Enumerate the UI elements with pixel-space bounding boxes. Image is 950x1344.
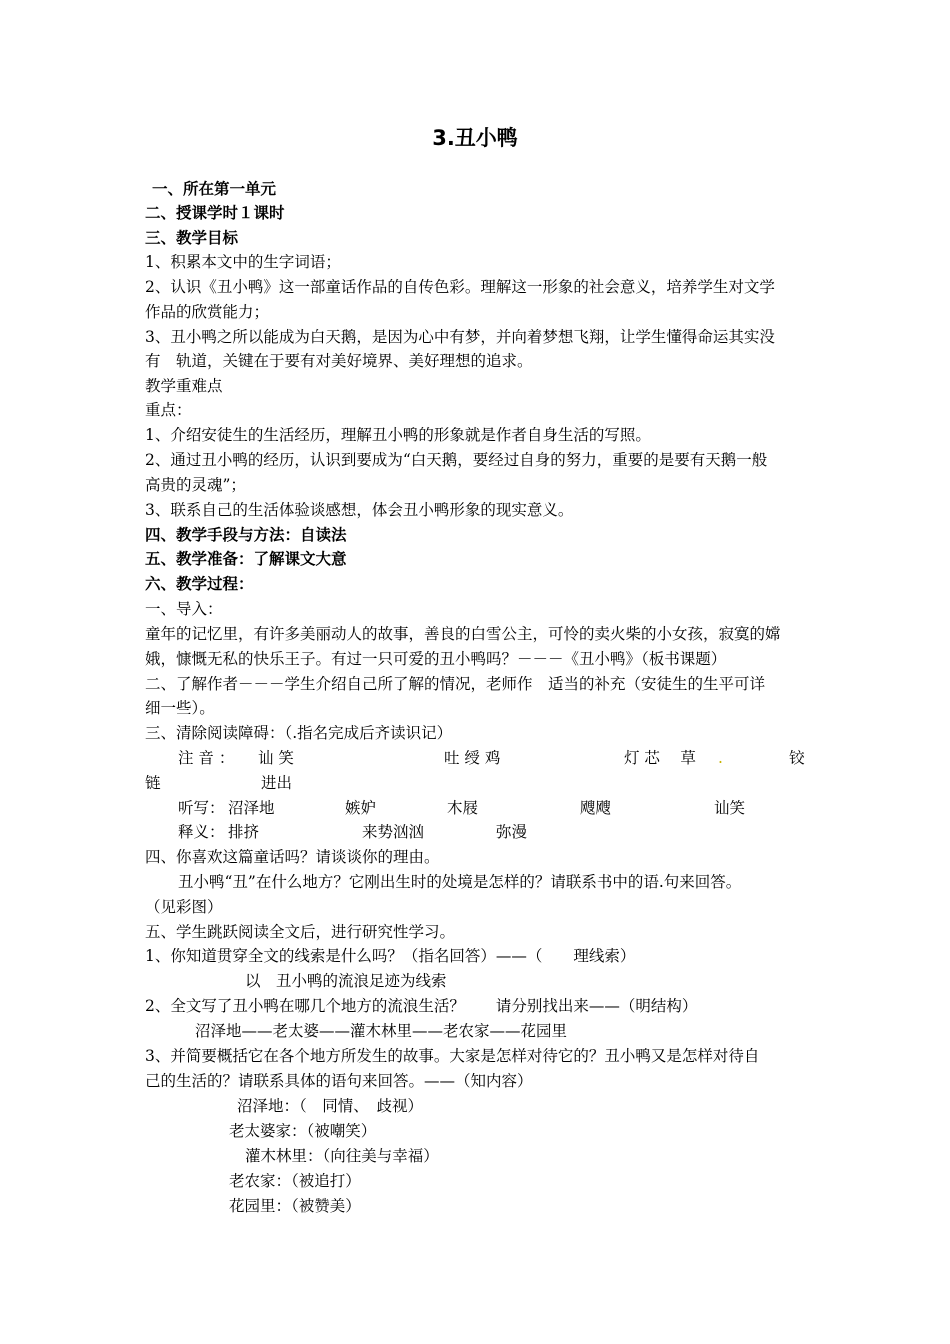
step-author-cont: 细一些）。 <box>145 699 215 717</box>
goal-3-cont: 有 轨道，关键在于要有对美好境界、美好理想的追求。 <box>145 352 533 370</box>
step-intro: 一、导入： <box>145 600 223 618</box>
goal-2: 2、认识《丑小鸭》这一部童话作品的自传色彩。理解这一形象的社会意义，培养学生对文学 <box>145 278 775 296</box>
section-preparation: 五、教学准备：了解课文大意 <box>145 550 347 568</box>
tingxie-word-1: 沼泽地 <box>228 799 275 817</box>
shiyi-word-2: 来势汹汹 <box>362 823 425 841</box>
zhuyin-label: 注 音 ： <box>178 749 235 767</box>
zhuyin-word-3: 灯 芯 草 <box>624 749 696 767</box>
research-a2: 沼泽地——老太婆——灌木林里——老农家——花园里 <box>195 1022 568 1040</box>
zhuyin-word-4: 铰 <box>789 749 805 767</box>
heading-key-points: 教学重难点 <box>145 377 223 395</box>
intro-text-2: 娥，慷慨无私的快乐王子。有过一只可爱的丑小鸭吗？－－－《丑小鸭》（板书课题） <box>145 650 727 668</box>
step-author: 二、了解作者－－－学生介绍自己所了解的情况，老师作 适当的补充（安徒生的生平可详 <box>145 675 766 693</box>
highlight-dot: . <box>718 749 723 767</box>
shiyi-word-3: 弥漫 <box>496 823 528 841</box>
goal-1: 1、积累本文中的生字词语； <box>145 253 341 271</box>
place-farmer: 老农家：（被追打） <box>229 1172 361 1190</box>
zhuyin-word-1: 讪 笑 <box>258 749 294 767</box>
tingxie-label: 听写： <box>178 799 225 817</box>
goal-3: 3、丑小鸭之所以能成为白天鹅，是因为心中有梦，并向着梦想飞翔，让学生懂得命运其实没 <box>145 328 775 346</box>
place-marsh: 沼泽地：（ 同情、 歧视） <box>237 1097 424 1115</box>
discussion-question-cont: （见彩图） <box>145 898 223 916</box>
section-method: 四、教学手段与方法：自读法 <box>145 526 347 544</box>
zhuyin-word-5: 进出 <box>261 774 293 792</box>
tingxie-word-5: 讪笑 <box>714 799 746 817</box>
shiyi-label: 释义： <box>178 823 225 841</box>
zhuyin-word-4-cont: 链 <box>145 774 161 792</box>
discussion-question: 丑小鸭“丑”在什么地方？它刚出生时的处境是怎样的？请联系书中的语.句来回答。 <box>178 873 742 891</box>
step-reading-barriers: 三、清除阅读障碍：（.指名完成后齐读识记） <box>145 724 453 742</box>
focus-2: 2、通过丑小鸭的经历，认识到要成为“白天鹅，要经过自身的努力，重要的是要有天鹅一般 <box>145 451 768 469</box>
focus-2-cont: 高贵的灵魂”； <box>145 476 246 494</box>
tingxie-word-3: 木屐 <box>447 799 479 817</box>
place-garden: 花园里：（被赞美） <box>229 1197 361 1215</box>
focus-1: 1、介绍安徒生的生活经历，理解丑小鸭的形象就是作者自身生活的写照。 <box>145 426 651 444</box>
goal-2-cont: 作品的欣赏能力； <box>145 303 270 321</box>
section-goals: 三、教学目标 <box>145 229 239 247</box>
section-unit: 一、所在第一单元 <box>152 180 277 198</box>
research-a1: 以 丑小鸭的流浪足迹为线索 <box>245 972 447 990</box>
research-q3-cont: 己的生活的？请联系具体的语句来回答。——（知内容） <box>145 1072 533 1090</box>
research-q3: 3、并简要概括它在各个地方所发生的故事。大家是怎样对待它的？丑小鸭又是怎样对待自 <box>145 1047 760 1065</box>
focus-3: 3、联系自己的生活体验谈感想，体会丑小鸭形象的现实意义。 <box>145 501 574 519</box>
lesson-title: 3.丑小鸭 <box>432 126 518 150</box>
place-bushes: 灌木林里：（向往美与幸福） <box>245 1147 439 1165</box>
tingxie-word-4: 飕飕 <box>580 799 612 817</box>
intro-text-1: 童年的记忆里，有许多美丽动人的故事，善良的白雪公主，可怜的卖火柴的小女孩，寂寞的嫦 <box>145 625 781 643</box>
zhuyin-word-2: 吐 绶 鸡 <box>444 749 501 767</box>
place-old-woman: 老太婆家：（被嘲笑） <box>229 1122 377 1140</box>
research-q1: 1、你知道贯穿全文的线索是什么吗？（指名回答）——（ 理线索） <box>145 947 636 965</box>
step-research: 五、学生跳跃阅读全文后，进行研究性学习。 <box>145 923 456 941</box>
section-hours: 二、授课学时１课时 <box>145 204 285 222</box>
section-process: 六、教学过程： <box>145 575 254 593</box>
shiyi-word-1: 排挤 <box>228 823 260 841</box>
heading-focus: 重点： <box>145 401 192 419</box>
research-q2: 2、全文写了丑小鸭在哪几个地方的流浪生活？ 请分别找出来——（明结构） <box>145 997 698 1015</box>
tingxie-word-2: 嫉妒 <box>345 799 377 817</box>
step-discussion: 四、你喜欢这篇童话吗？请谈谈你的理由。 <box>145 848 440 866</box>
